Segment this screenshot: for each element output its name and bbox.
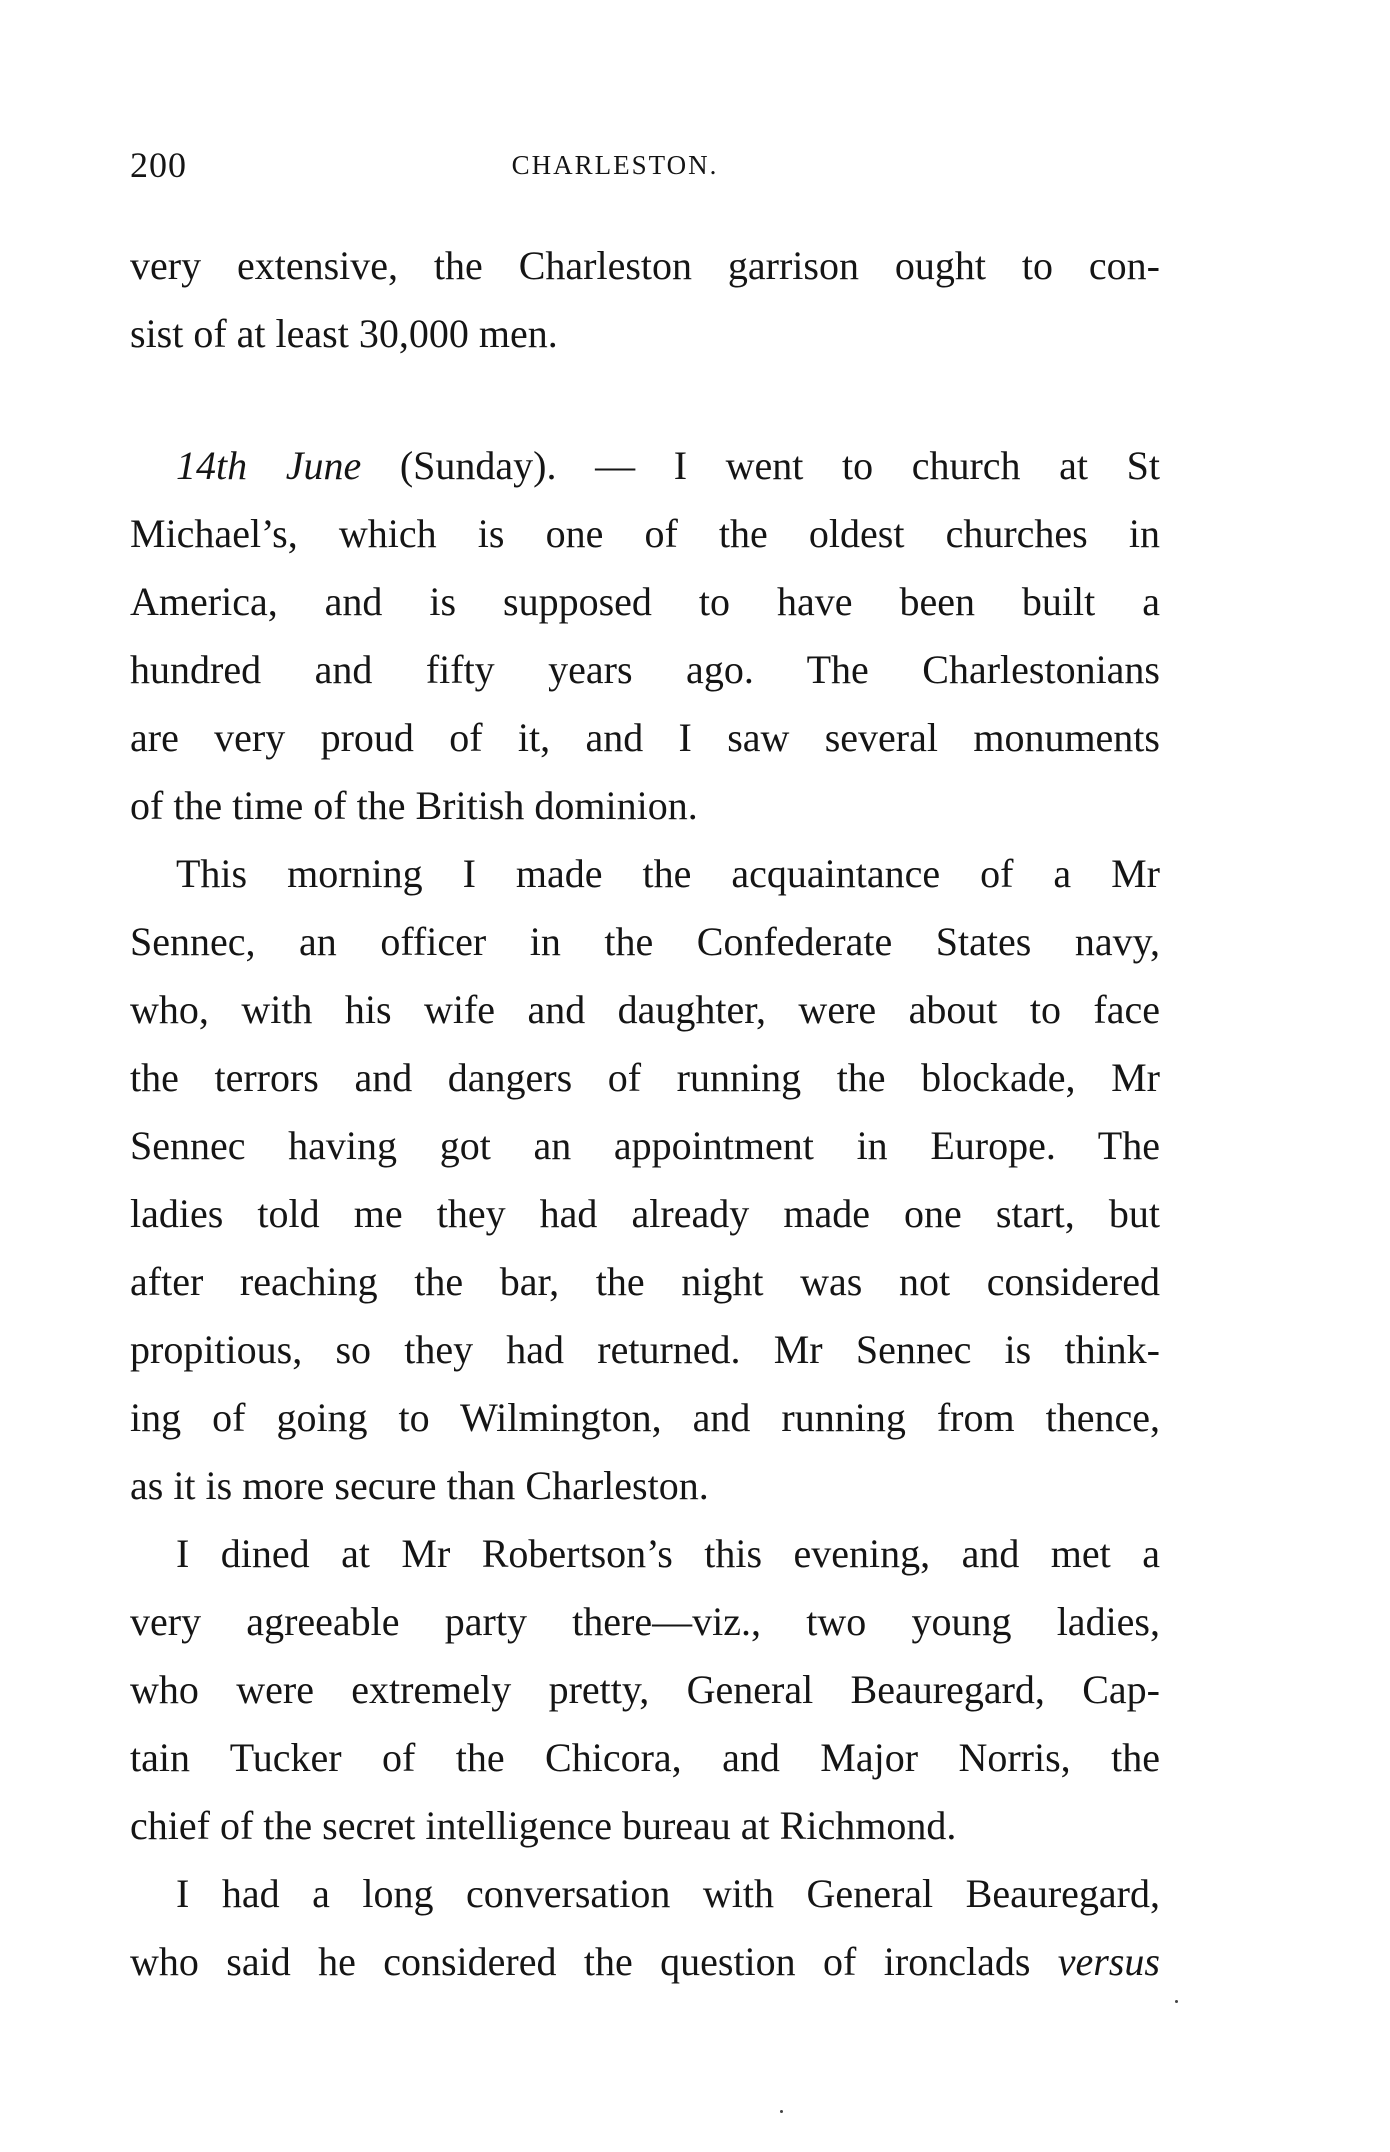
entry-date: 14th June bbox=[176, 443, 362, 488]
text-line: sist of at least 30,000 men. bbox=[130, 311, 558, 356]
text-line: as it is more secure than Charleston. bbox=[130, 1463, 709, 1508]
text-line: ing of going to Wilmington, and running from thence, bbox=[130, 1395, 1160, 1440]
text-line: ladies told me they had already made one start, but bbox=[130, 1191, 1160, 1236]
italic-word: versus bbox=[1057, 1939, 1160, 1984]
text-line: I had a long conversation with General Beauregard, bbox=[176, 1871, 1160, 1916]
entry-first-line-text: (Sunday). — I went to church at St bbox=[361, 443, 1160, 488]
text-line: I dined at Mr Robertson’s this evening, and met a bbox=[176, 1531, 1160, 1576]
page-body bbox=[130, 232, 1160, 1996]
text-line: America, and is supposed to have been built a bbox=[130, 579, 1160, 624]
speck-mark bbox=[1175, 2000, 1178, 2003]
text-line: very agreeable party there—viz., two young ladies, bbox=[130, 1599, 1160, 1644]
text-line: propitious, so they had returned. Mr Sennec is think- bbox=[130, 1327, 1160, 1372]
entry-first-line bbox=[130, 432, 1160, 500]
text-line: are very proud of it, and I saw several monuments bbox=[130, 715, 1160, 760]
running-head bbox=[130, 140, 1160, 190]
text-line: tain Tucker of the Chicora, and Major Norris, the bbox=[130, 1735, 1160, 1780]
section-gap bbox=[130, 368, 1160, 432]
page-number: 200 bbox=[130, 145, 187, 185]
running-title: CHARLESTON. bbox=[511, 150, 719, 180]
text-line: of the time of the British dominion. bbox=[130, 783, 698, 828]
speck-mark bbox=[780, 2110, 783, 2113]
text-line: the terrors and dangers of running the blockade, Mr bbox=[130, 1055, 1160, 1100]
text-line: hundred and fifty years ago. The Charlestonians bbox=[130, 647, 1160, 692]
text-line bbox=[130, 1928, 1160, 1996]
text-line: very extensive, the Charleston garrison ought to con- bbox=[130, 243, 1160, 288]
text-line: chief of the secret intelligence bureau at Richmond. bbox=[130, 1803, 957, 1848]
text-line: Sennec having got an appointment in Europe. The bbox=[130, 1123, 1160, 1168]
text-line: This morning I made the acquaintance of a Mr bbox=[176, 851, 1160, 896]
text-line: who were extremely pretty, General Beauregard, Cap- bbox=[130, 1667, 1160, 1712]
text-line: Sennec, an officer in the Confederate States navy, bbox=[130, 919, 1160, 964]
text-line: Michael’s, which is one of the oldest churches in bbox=[130, 511, 1160, 556]
text-line: who, with his wife and daughter, were about to face bbox=[130, 987, 1160, 1032]
text-line: after reaching the bar, the night was not considered bbox=[130, 1259, 1160, 1304]
text-line-start: who said he considered the question of ironclads bbox=[130, 1939, 1058, 1984]
